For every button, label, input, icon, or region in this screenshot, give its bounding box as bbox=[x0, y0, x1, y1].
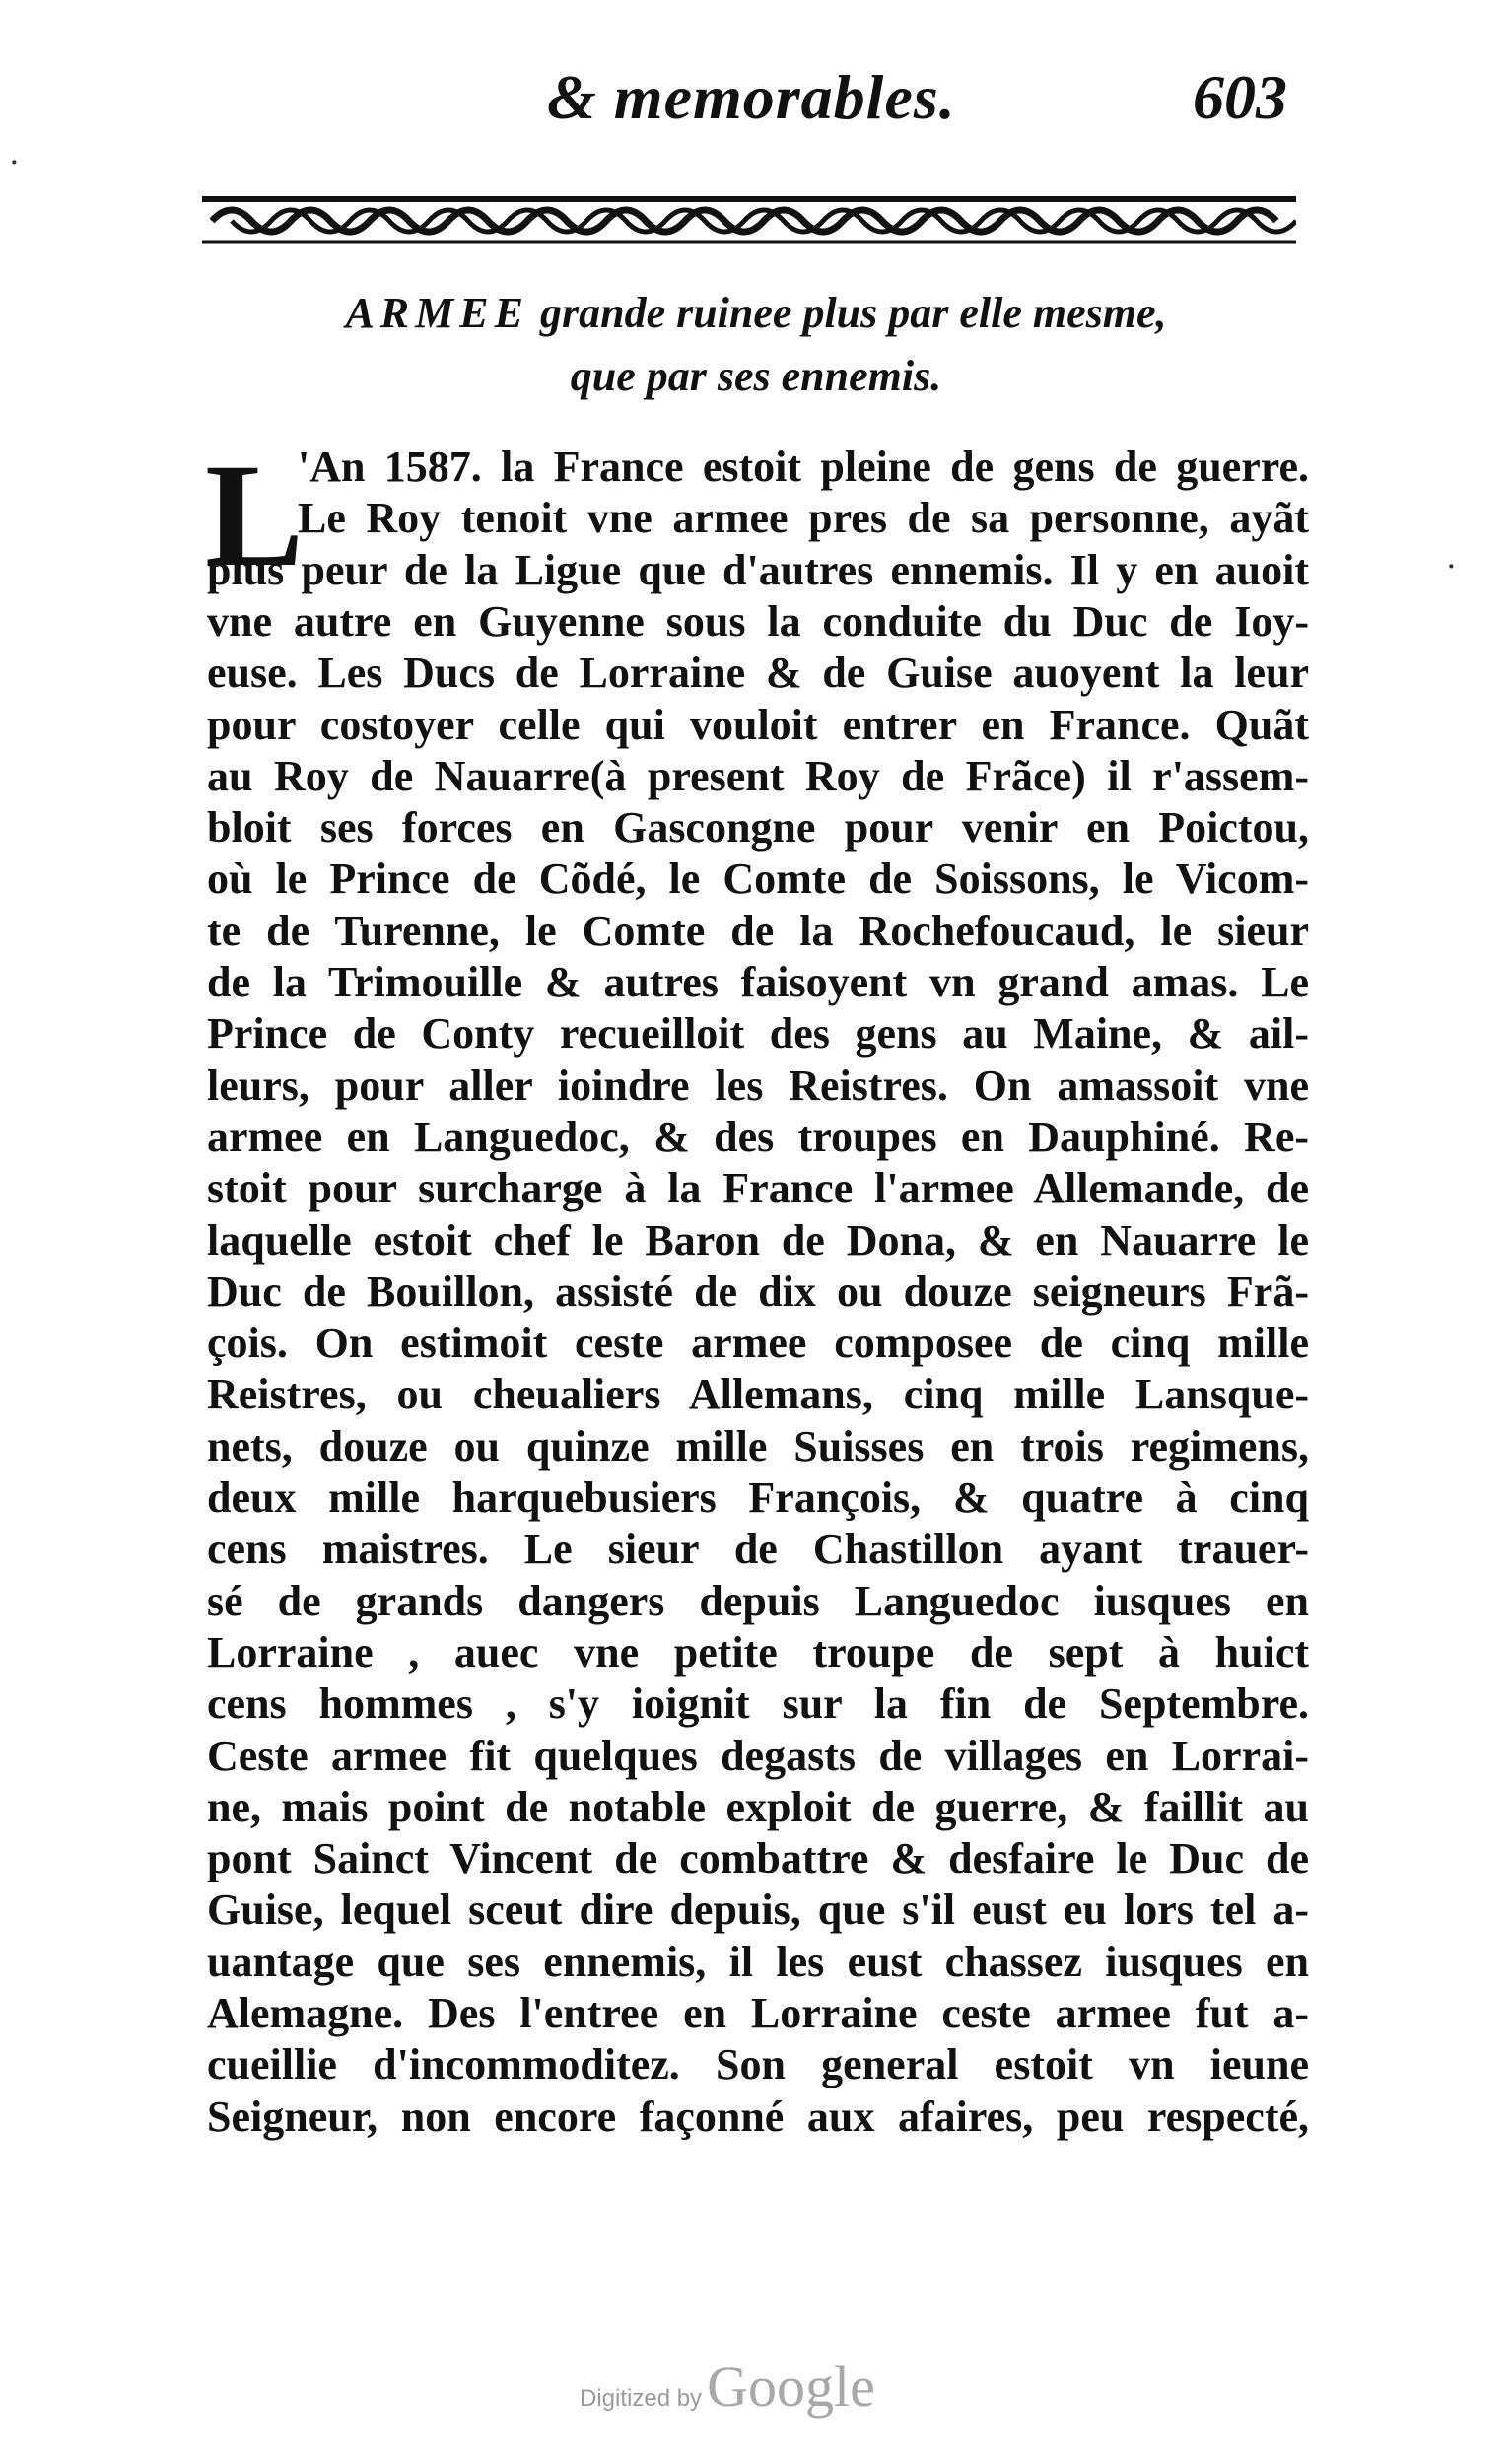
text-line: euse. Les Ducs de Lorraine & de Guise auoyent la leur bbox=[207, 649, 1309, 698]
text-line: Le Roy tenoit vne armee pres de sa personne, ayãt bbox=[298, 494, 1309, 543]
text-line: Ceste armee fit quelques degasts de villages en Lorrai- bbox=[207, 1731, 1309, 1780]
text-line: stoit pour surcharge à la France l'armee Allemande, de bbox=[207, 1164, 1309, 1213]
text-line: vne autre en Guyenne sous la conduite du Duc de Ioy- bbox=[207, 596, 1309, 646]
text-line: Prince de Conty recueilloit des gens au Maine, & ail- bbox=[207, 1009, 1309, 1059]
margin-mark: · bbox=[10, 148, 19, 176]
running-title: & memorables. bbox=[547, 62, 956, 132]
drop-cap: L bbox=[205, 434, 305, 597]
page-header bbox=[0, 61, 1512, 150]
text-line: te de Turenne, le Comte de la Rochefoucaud, le sieur bbox=[207, 906, 1309, 955]
text-line: cens hommes , s'y ioignit sur la fin de Septembre. bbox=[207, 1679, 1309, 1729]
text-line: Lorraine , auec vne petite troupe de sept à huict bbox=[207, 1627, 1309, 1677]
text-line: ne, mais point de notable exploit de guerre, & faillit au bbox=[207, 1782, 1309, 1831]
text-line: çois. On estimoit ceste armee composee de cinq mille bbox=[207, 1319, 1309, 1368]
digitized-by-footer bbox=[580, 2354, 875, 2420]
text-line: laquelle estoit chef le Baron de Dona, & en Nauarre le bbox=[207, 1215, 1309, 1265]
text-line: leurs, pour aller ioindre les Reistres. On amassoit vne bbox=[207, 1061, 1309, 1110]
text-line: Duc de Bouillon, assisté de dix ou douze seigneurs Frã- bbox=[207, 1266, 1309, 1316]
heading-caps: ARMEE bbox=[345, 289, 529, 337]
text-line: 'An 1587. la France estoit pleine de gens de guerre. bbox=[298, 443, 1309, 491]
section-heading-line1 bbox=[0, 288, 1512, 338]
text-line: plus peur de la Ligue que d'autres ennemis. Il y en auoit bbox=[207, 545, 1309, 594]
text-line: Guise, lequel sceut dire depuis, que s'il eust eu lors tel a- bbox=[207, 1885, 1309, 1935]
text-line: nets, douze ou quinze mille Suisses en trois regimens, bbox=[207, 1421, 1309, 1471]
heading-line1-rest: grande ruinee plus par elle mesme, bbox=[539, 289, 1167, 337]
text-line: Alemagne. Des l'entree en Lorraine ceste armee fut a- bbox=[207, 1989, 1309, 2037]
page-number: 603 bbox=[1193, 62, 1287, 132]
google-logo: Google bbox=[707, 2355, 875, 2419]
text-line: deux mille harquebusiers François, & quatre à cinq bbox=[207, 1473, 1309, 1522]
text-line: armee en Languedoc, & des troupes en Dauphiné. Re- bbox=[207, 1112, 1309, 1161]
text-line: cueillie d'incommoditez. Son general estoit vn ieune bbox=[207, 2040, 1309, 2089]
margin-mark: · bbox=[1447, 552, 1456, 581]
text-line: où le Prince de Cõdé, le Comte de Soissons, le Vicom- bbox=[207, 855, 1309, 904]
ornamental-band bbox=[202, 185, 1296, 254]
text-line: uantage que ses ennemis, il les eust chassez iusques en bbox=[207, 1937, 1309, 1986]
digitized-by-label: Digitized by bbox=[580, 2385, 703, 2412]
text-line: Seigneur, non encore façonné aux afaires, peu respecté, bbox=[207, 2091, 1309, 2141]
text-line: cens maistres. Le sieur de Chastillon ayant trauer- bbox=[207, 1525, 1309, 1574]
section-heading-line2: que par ses ennemis. bbox=[570, 352, 942, 400]
text-line: de la Trimouille & autres faisoyent vn grand amas. Le bbox=[207, 958, 1309, 1006]
text-line: pont Sainct Vincent de combattre & desfaire le Duc de bbox=[207, 1834, 1309, 1883]
text-line: au Roy de Nauarre(à present Roy de Frãce) il r'assem- bbox=[207, 751, 1309, 800]
text-line: sé de grands dangers depuis Languedoc iusques en bbox=[207, 1576, 1309, 1625]
text-line: Reistres, ou cheualiers Allemans, cinq mille Lansque- bbox=[207, 1370, 1309, 1419]
text-line: pour costoyer celle qui vouloit entrer en France. Quãt bbox=[207, 700, 1309, 749]
text-line: bloit ses forces en Gascongne pour venir en Poictou, bbox=[207, 803, 1309, 853]
